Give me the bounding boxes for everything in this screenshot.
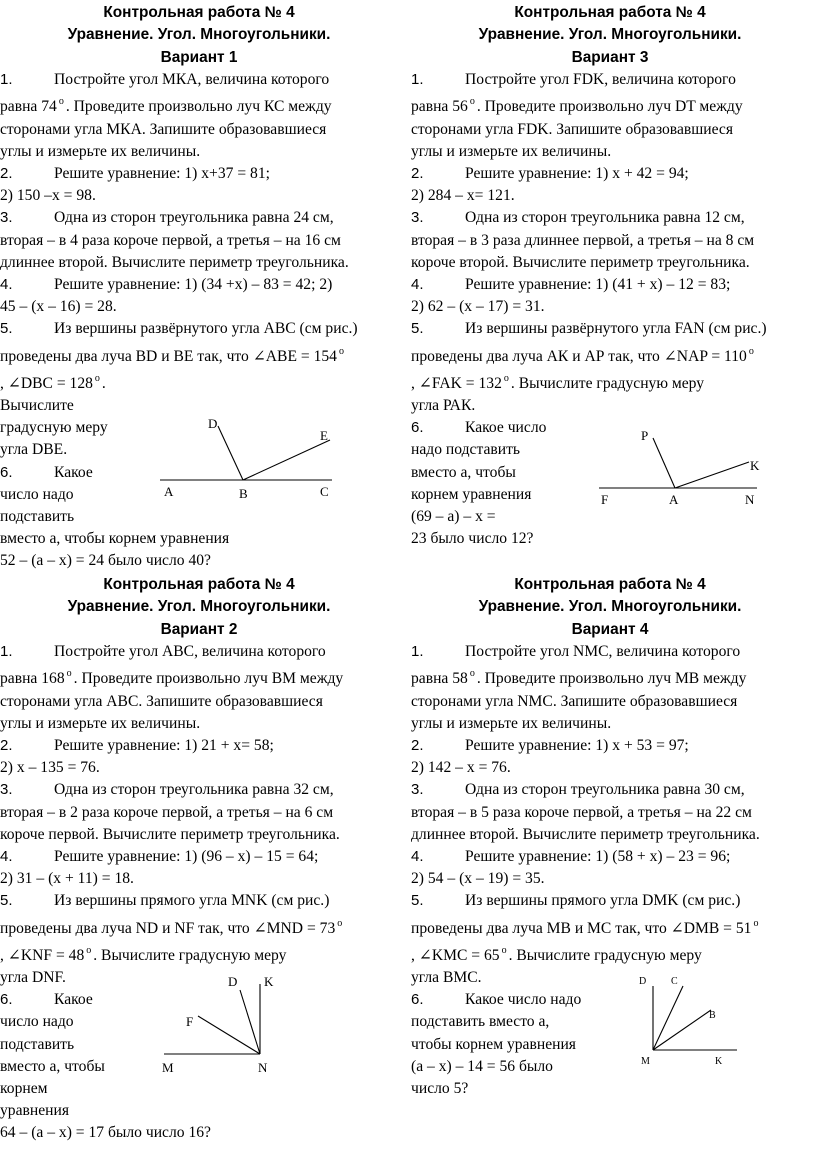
variant-3-block: Контрольная работа № 4 Уравнение. Угол. Многоугольники. Вариант 3 1. Постройте угол FDK, величина которого равна 56 о . Проведите произвольно луч DT между сторонами угла FDK. Запишите образовавшиеся углы и измерьте их величины. 2. Решите уравнение: 1) х + 42 = 94; 2) 284 – х= 121. 3. Одна из сторон треугольника равна 12 см, вторая – в 3 раза длиннее первой, а третья – на 8 см короче второй. Вычислите периметр треугольника. 4. Решите уравнение: 1) (41 + х) – 12 = 83; 2) 62 – (х – 17) = 31. 5. Из вершины развёрнутого угла FAN (см рис.) проведены два луча АК и АР так, что ∠NAP = 110 о , ∠FAK = 132 о . Вычислите градусную меру угла РАК. 6. Какое число надо подставить вместо а, чтобы корнем уравнения (69 – а) – х = 23 было число 12? P K F A N	[411, 2, 809, 550]
task-6: 6. Какое число	[411, 419, 547, 437]
label-d: D	[228, 974, 238, 989]
degree-sign: о	[503, 372, 509, 384]
label-k: K	[715, 1056, 723, 1067]
variant-2-block: Контрольная работа № 4 Уравнение. Угол. Многоугольники. Вариант 2 1. Постройте угол АВС, величина которого равна 168 о . Проведите произвольно луч ВМ между сторонами угла АВС. Запишите образовавшиеся углы и измерьте их величины. 2. Решите уравнение: 1) 21 + х= 58; 2) х – 135 = 76. 3. Одна из сторон треугольника равна 32 см, вторая – в 2 раза короче первой, а третья – на 6 см короче первой. Вычислите периметр треугольника. 4. Решите уравнение: 1) (96 – х) – 15 = 64; 2) 31 – (х + 11) = 18. 5. Из вершины прямого угла MNK (см рис.) проведены два луча ND и NF так, что ∠MND = 73 о , ∠KNF = 48 о . Вычислите градусную меру угла DNF. 6. Какое число надо подставить вместо а, чтобы корнем уравнения 64 – (а – х) = 17 было число 16? D K F M N	[0, 574, 398, 1145]
ray-ak	[675, 462, 749, 488]
ray-nf	[198, 1016, 260, 1054]
ray-be	[243, 440, 330, 480]
variant-label: Вариант 1	[160, 48, 238, 66]
variant-4-block: Контрольная работа № 4 Уравнение. Угол. Многоугольники. Вариант 4 1. Постройте угол NMC, величина которого равна 58 о . Проведите произвольно луч МВ между сторонами угла NMC. Запишите образовавшиеся углы и измерьте их величины. 2. Решите уравнение: 1) х + 53 = 97; 2) 142 – х = 76. 3. Одна из сторон треугольника равна 30 см, вторая – в 5 раза короче первой, а третья – на 22 см длиннее второй. Вычислите периметр треугольника. 4. Решите уравнение: 1) (58 + х) – 23 = 96; 2) 54 – (х – 19) = 35. 5. Из вершины прямого угла DMK (см рис.) проведены два луча МВ и МС так, что ∠DMB = 51 о , ∠KMC = 65 о . Вычислите градусную меру угла ВМС. 6. Какое число надо подставить вместо а, чтобы корнем уравнения (а – х) – 14 = 56 было число 5? D C B M K	[411, 574, 809, 1100]
degree-sign: о	[469, 96, 475, 108]
task-1: 1. Постройте угол NMC, величина которого	[411, 643, 741, 661]
task-2: 2. Решите уравнение: 1) х+37 = 81;	[0, 165, 270, 183]
label-e: E	[320, 428, 328, 443]
variant-label: Вариант 2	[160, 620, 238, 638]
task-5: 5. Из вершины прямого угла DMK (см рис.)	[411, 892, 741, 910]
task-4: 4. Решите уравнение: 1) (41 + х) – 12 = 83;	[411, 276, 731, 294]
label-a: A	[669, 492, 679, 507]
task-2: 2. Решите уравнение: 1) х + 53 = 97;	[411, 737, 689, 755]
label-c: C	[671, 976, 678, 987]
title: Контрольная работа № 4	[103, 576, 295, 593]
degree-sign: о	[86, 944, 92, 956]
degree-sign: о	[66, 668, 72, 680]
task-1: 1. Постройте угол АВС, величина которого	[0, 643, 326, 661]
subtitle: Уравнение. Угол. Многоугольники.	[478, 598, 742, 616]
label-b: B	[709, 1010, 716, 1021]
task-3: 3. Одна из сторон треугольника равна 12 см,	[411, 209, 745, 227]
variant-label: Вариант 4	[571, 620, 649, 638]
degree-sign: о	[337, 917, 343, 929]
task-1: 1. Постройте угол МКА, величина которого	[0, 71, 330, 89]
task-3: 3. Одна из сторон треугольника равна 32 см,	[0, 781, 334, 799]
label-n: N	[745, 492, 755, 507]
task-4: 4. Решите уравнение: 1) (96 – х) – 15 = 64;	[0, 848, 319, 866]
label-f: F	[186, 1014, 194, 1029]
ray-nd	[240, 990, 260, 1054]
subtitle: Уравнение. Угол. Многоугольники.	[67, 598, 331, 616]
angle-diagram	[160, 410, 340, 502]
task-3: 3. Одна из сторон треугольника равна 30 см,	[411, 781, 745, 799]
task-4: 4. Решите уравнение: 1) (58 + х) – 23 = 96;	[411, 848, 731, 866]
label-d: D	[639, 976, 647, 987]
task-4: 4. Решите уравнение: 1) (34 +х) – 83 = 42; 2)	[0, 276, 333, 294]
task-6: 6. Какое число надо	[411, 991, 582, 1009]
ray-mb	[653, 1010, 711, 1050]
task-5: 5. Из вершины развёрнутого угла FAN (см рис.)	[411, 320, 767, 338]
label-a: A	[164, 484, 174, 499]
label-p: P	[641, 428, 649, 443]
label-d: D	[208, 416, 218, 431]
label-m: M	[162, 1060, 174, 1075]
subtitle: Уравнение. Угол. Многоугольники.	[478, 26, 742, 44]
ray-ap	[653, 438, 675, 488]
angle-diagram	[158, 972, 288, 1076]
label-b: B	[239, 486, 248, 501]
task-1: 1. Постройте угол FDK, величина которого	[411, 71, 736, 89]
task-6: 6. Какое	[0, 463, 93, 481]
title: Контрольная работа № 4	[514, 4, 706, 21]
title: Контрольная работа № 4	[514, 576, 706, 593]
task-5: 5. Из вершины прямого угла MNK (см рис.)	[0, 892, 330, 910]
task-2: 2. Решите уравнение: 1) х + 42 = 94;	[411, 165, 689, 183]
label-k: K	[750, 458, 760, 473]
variant-1-block: Контрольная работа № 4 Уравнение. Угол. Многоугольники. Вариант 1 1. Постройте угол МКА, величина которого равна 74 о . Проведите произвольно луч КС между сторонами угла МКА. Запишите образовавшиеся углы и измерьте их величины. 2. Решите уравнение: 1) х+37 = 81; 2) 150 –х = 98. 3. Одна из сторон треугольника равна 24 см, вторая – в 4 раза короче первой, а третья – на 16 см длиннее второй. Вычислите периметр треугольника. 4. Решите уравнение: 1) (34 +х) – 83 = 42; 2) 45 – (х – 16) = 28. 5. Из вершины развёрнутого угла АВС (см рис.) проведены два луча BD и ВЕ так, что ∠АВЕ = 154 о , ∠DBC = 128 о . Вычислите градусную меру угла DBE. 6. Какое число надо подставить вместо а, чтобы корнем уравнения 52 – (а – х) = 24 было число 40? D E A B C	[0, 2, 398, 573]
degree-sign: о	[469, 668, 475, 680]
subtitle: Уравнение. Угол. Многоугольники.	[67, 26, 331, 44]
degree-sign: о	[501, 944, 507, 956]
label-m: M	[641, 1056, 650, 1067]
label-c: C	[320, 484, 329, 499]
task-6: 6. Какое	[0, 991, 93, 1009]
label-n: N	[258, 1060, 268, 1075]
label-f: F	[601, 492, 609, 507]
ray-mc	[653, 986, 683, 1050]
task-5: 5. Из вершины развёрнутого угла АВС (см рис.)	[0, 320, 358, 338]
title: Контрольная работа № 4	[103, 4, 295, 21]
degree-sign: о	[58, 96, 64, 108]
variant-label: Вариант 3	[571, 48, 649, 66]
task-3: 3. Одна из сторон треугольника равна 24 см,	[0, 209, 334, 227]
degree-sign: о	[748, 345, 754, 357]
label-k: K	[264, 974, 274, 989]
degree-sign: о	[753, 917, 759, 929]
task-2: 2. Решите уравнение: 1) 21 + х= 58;	[0, 737, 274, 755]
degree-sign: о	[338, 345, 344, 357]
angle-diagram	[597, 426, 772, 508]
ray-bd	[218, 426, 243, 480]
angle-diagram	[637, 974, 757, 1070]
degree-sign: о	[94, 372, 100, 384]
